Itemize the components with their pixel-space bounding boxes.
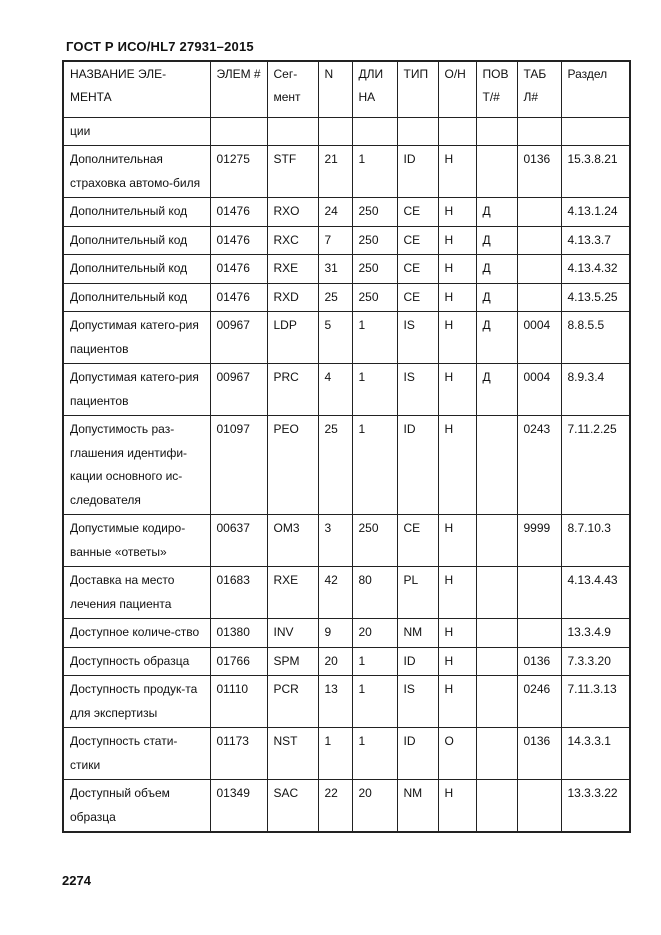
cell-length: 1 — [352, 364, 397, 416]
cell-on: Н — [438, 676, 476, 728]
cell-on: Н — [438, 567, 476, 619]
cell-section: 7.11.3.13 — [561, 676, 630, 728]
cell-name: Дополнительный код — [63, 283, 210, 312]
cell-table — [517, 117, 561, 146]
cell-on: Н — [438, 283, 476, 312]
table-header-row — [63, 61, 630, 117]
cell-name: Допустимая катего-рия пациентов — [63, 364, 210, 416]
data-elements-table — [62, 60, 631, 833]
table-row — [63, 117, 630, 146]
cell-type: IS — [397, 364, 438, 416]
cell-type: IS — [397, 676, 438, 728]
table-row — [63, 567, 630, 619]
cell-repeat — [476, 676, 517, 728]
document-title: ГОСТ Р ИСО/HL7 27931–2015 — [66, 39, 254, 54]
cell-repeat: Д — [476, 283, 517, 312]
cell-section: 8.8.5.5 — [561, 312, 630, 364]
table-row — [63, 416, 630, 515]
cell-name: Допустимые кодиро-ванные «ответы» — [63, 515, 210, 567]
cell-segment: PCR — [267, 676, 318, 728]
cell-table: 0136 — [517, 647, 561, 676]
col-header-on: О/Н — [438, 61, 476, 117]
cell-type: ID — [397, 416, 438, 515]
cell-table — [517, 198, 561, 227]
cell-name: Допустимость раз-глашения идентифи-кации основного ис-следователя — [63, 416, 210, 515]
cell-section: 7.3.3.20 — [561, 647, 630, 676]
cell-segment: OM3 — [267, 515, 318, 567]
table-row — [63, 283, 630, 312]
cell-length: 1 — [352, 146, 397, 198]
cell-type: NM — [397, 780, 438, 833]
cell-section: 8.9.3.4 — [561, 364, 630, 416]
cell-section: 4.13.3.7 — [561, 226, 630, 255]
cell-n: 25 — [318, 283, 352, 312]
cell-length: 1 — [352, 312, 397, 364]
cell-table — [517, 567, 561, 619]
cell-segment: PRC — [267, 364, 318, 416]
cell-length: 1 — [352, 647, 397, 676]
cell-n: 13 — [318, 676, 352, 728]
cell-elem: 00637 — [210, 515, 267, 567]
cell-section: 7.11.2.25 — [561, 416, 630, 515]
cell-n: 22 — [318, 780, 352, 833]
cell-name: Доставка на место лечения пациента — [63, 567, 210, 619]
cell-name: Доступность стати-стики — [63, 728, 210, 780]
cell-n: 5 — [318, 312, 352, 364]
cell-type: CE — [397, 515, 438, 567]
cell-name: ции — [63, 117, 210, 146]
cell-table — [517, 226, 561, 255]
cell-name: Дополнительный код — [63, 226, 210, 255]
col-header-section: Раздел — [561, 61, 630, 117]
cell-section: 15.3.8.21 — [561, 146, 630, 198]
cell-length: 250 — [352, 515, 397, 567]
cell-segment: INV — [267, 619, 318, 648]
cell-elem: 01380 — [210, 619, 267, 648]
cell-type: NM — [397, 619, 438, 648]
cell-type: CE — [397, 283, 438, 312]
cell-repeat: Д — [476, 364, 517, 416]
cell-on: Н — [438, 226, 476, 255]
cell-on: Н — [438, 198, 476, 227]
cell-repeat: Д — [476, 312, 517, 364]
table-row — [63, 226, 630, 255]
cell-n: 20 — [318, 647, 352, 676]
cell-n: 25 — [318, 416, 352, 515]
table-row — [63, 647, 630, 676]
cell-table: 0246 — [517, 676, 561, 728]
cell-n: 21 — [318, 146, 352, 198]
cell-section: 4.13.5.25 — [561, 283, 630, 312]
cell-on: Н — [438, 619, 476, 648]
cell-type: CE — [397, 255, 438, 284]
cell-elem: 01476 — [210, 283, 267, 312]
table-row — [63, 780, 630, 833]
cell-section: 8.7.10.3 — [561, 515, 630, 567]
cell-n: 9 — [318, 619, 352, 648]
cell-name: Доступность продук-та для экспертизы — [63, 676, 210, 728]
cell-on: Н — [438, 146, 476, 198]
cell-type: ID — [397, 647, 438, 676]
cell-section: 4.13.4.32 — [561, 255, 630, 284]
table-body — [63, 117, 630, 832]
cell-repeat — [476, 567, 517, 619]
cell-name: Дополнительная страховка автомо-биля — [63, 146, 210, 198]
cell-repeat — [476, 416, 517, 515]
cell-elem: 01173 — [210, 728, 267, 780]
cell-table — [517, 283, 561, 312]
col-header-n: N — [318, 61, 352, 117]
cell-table — [517, 780, 561, 833]
cell-elem: 00967 — [210, 364, 267, 416]
cell-on: Н — [438, 515, 476, 567]
cell-type: ID — [397, 728, 438, 780]
cell-elem: 01476 — [210, 198, 267, 227]
cell-table: 0004 — [517, 364, 561, 416]
col-header-repeat: ПОВ Т/# — [476, 61, 517, 117]
cell-table: 0136 — [517, 146, 561, 198]
cell-on — [438, 117, 476, 146]
cell-segment: RXO — [267, 198, 318, 227]
cell-elem: 01097 — [210, 416, 267, 515]
cell-table: 0004 — [517, 312, 561, 364]
cell-on: Н — [438, 416, 476, 515]
cell-segment: STF — [267, 146, 318, 198]
cell-elem — [210, 117, 267, 146]
cell-n: 42 — [318, 567, 352, 619]
cell-name: Доступность образца — [63, 647, 210, 676]
table-row — [63, 676, 630, 728]
cell-elem: 01349 — [210, 780, 267, 833]
cell-repeat: Д — [476, 255, 517, 284]
cell-on: Н — [438, 364, 476, 416]
cell-elem: 01683 — [210, 567, 267, 619]
cell-segment: RXE — [267, 255, 318, 284]
cell-on: О — [438, 728, 476, 780]
cell-segment: NST — [267, 728, 318, 780]
cell-segment: SPM — [267, 647, 318, 676]
cell-repeat: Д — [476, 198, 517, 227]
cell-on: Н — [438, 312, 476, 364]
col-header-elem: ЭЛЕМ # — [210, 61, 267, 117]
cell-name: Доступный объем образца — [63, 780, 210, 833]
cell-elem: 01766 — [210, 647, 267, 676]
cell-n: 4 — [318, 364, 352, 416]
table-row — [63, 146, 630, 198]
table-row — [63, 728, 630, 780]
cell-section — [561, 117, 630, 146]
cell-elem: 01476 — [210, 255, 267, 284]
cell-length: 20 — [352, 780, 397, 833]
cell-on: Н — [438, 780, 476, 833]
table-row — [63, 364, 630, 416]
cell-name: Дополнительный код — [63, 198, 210, 227]
cell-type — [397, 117, 438, 146]
cell-repeat — [476, 146, 517, 198]
cell-section: 14.3.3.1 — [561, 728, 630, 780]
cell-section: 4.13.4.43 — [561, 567, 630, 619]
cell-segment: LDP — [267, 312, 318, 364]
cell-length: 1 — [352, 416, 397, 515]
cell-elem: 01275 — [210, 146, 267, 198]
col-header-length: ДЛИ НА — [352, 61, 397, 117]
cell-elem: 01110 — [210, 676, 267, 728]
cell-table — [517, 619, 561, 648]
cell-n: 31 — [318, 255, 352, 284]
col-header-segment: Сег-мент — [267, 61, 318, 117]
cell-on: Н — [438, 647, 476, 676]
cell-segment: RXD — [267, 283, 318, 312]
cell-type: CE — [397, 226, 438, 255]
cell-repeat — [476, 117, 517, 146]
table-row — [63, 515, 630, 567]
cell-type: ID — [397, 146, 438, 198]
cell-on: Н — [438, 255, 476, 284]
table-row — [63, 198, 630, 227]
table-row — [63, 619, 630, 648]
page-number: 2274 — [62, 873, 91, 888]
cell-length: 80 — [352, 567, 397, 619]
cell-segment — [267, 117, 318, 146]
cell-length: 1 — [352, 728, 397, 780]
cell-section: 13.3.4.9 — [561, 619, 630, 648]
cell-table — [517, 255, 561, 284]
cell-section: 4.13.1.24 — [561, 198, 630, 227]
cell-length: 250 — [352, 226, 397, 255]
cell-n: 24 — [318, 198, 352, 227]
cell-n: 1 — [318, 728, 352, 780]
cell-segment: SAC — [267, 780, 318, 833]
cell-repeat — [476, 780, 517, 833]
cell-length: 20 — [352, 619, 397, 648]
cell-type: IS — [397, 312, 438, 364]
table-row — [63, 312, 630, 364]
cell-repeat — [476, 728, 517, 780]
cell-elem: 01476 — [210, 226, 267, 255]
cell-elem: 00967 — [210, 312, 267, 364]
cell-n: 3 — [318, 515, 352, 567]
col-header-type: ТИП — [397, 61, 438, 117]
cell-repeat — [476, 619, 517, 648]
cell-length: 1 — [352, 676, 397, 728]
cell-segment: RXC — [267, 226, 318, 255]
table-row — [63, 255, 630, 284]
cell-type: CE — [397, 198, 438, 227]
cell-length — [352, 117, 397, 146]
cell-segment: PEO — [267, 416, 318, 515]
cell-repeat: Д — [476, 226, 517, 255]
cell-n — [318, 117, 352, 146]
cell-segment: RXE — [267, 567, 318, 619]
cell-table: 0243 — [517, 416, 561, 515]
cell-repeat — [476, 515, 517, 567]
cell-name: Доступное количе-ство — [63, 619, 210, 648]
cell-table: 0136 — [517, 728, 561, 780]
cell-type: PL — [397, 567, 438, 619]
cell-table: 9999 — [517, 515, 561, 567]
cell-length: 250 — [352, 255, 397, 284]
cell-repeat — [476, 647, 517, 676]
cell-name: Допустимая катего-рия пациентов — [63, 312, 210, 364]
cell-length: 250 — [352, 283, 397, 312]
cell-name: Дополнительный код — [63, 255, 210, 284]
cell-n: 7 — [318, 226, 352, 255]
cell-section: 13.3.3.22 — [561, 780, 630, 833]
col-header-table: ТАБ Л# — [517, 61, 561, 117]
col-header-name: НАЗВАНИЕ ЭЛЕ-МЕНТА — [63, 61, 210, 117]
cell-length: 250 — [352, 198, 397, 227]
